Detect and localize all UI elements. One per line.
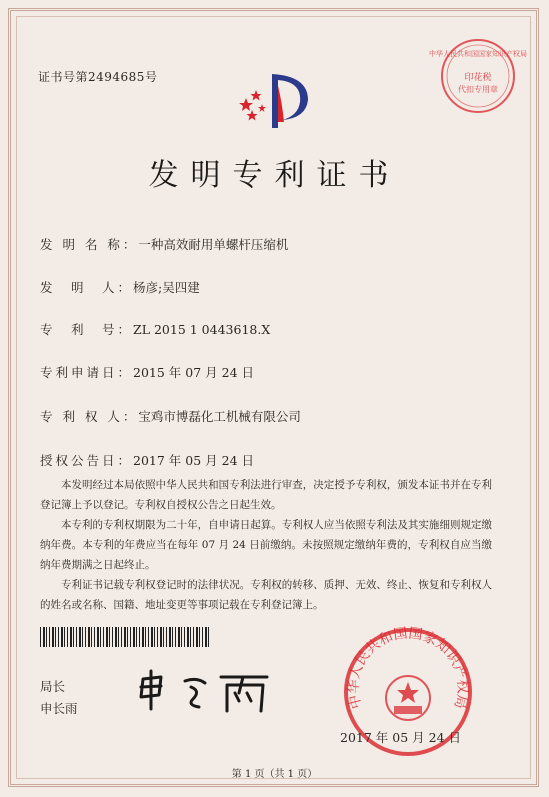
- field-patent-number: [40, 320, 270, 338]
- field-label: 专利申请日：: [40, 365, 134, 380]
- tax-stamp-icon: [429, 36, 527, 116]
- field-grant-date: [40, 451, 254, 469]
- director-title: 局长: [40, 679, 66, 694]
- page-number: 第 1 页（共 1 页）: [231, 769, 318, 780]
- director-name: 申长雨: [40, 701, 78, 716]
- page-title: 发明专利证书: [148, 158, 401, 193]
- field-label: 授权公告日：: [40, 453, 134, 468]
- field-invention-name: [40, 235, 288, 253]
- certificate-number: 证书号第2494685号: [38, 70, 158, 84]
- field-inventor: [40, 278, 200, 296]
- patent-office-logo-icon: [232, 66, 322, 136]
- body-paragraph: 本发明经过本局依照中华人民共和国专利法进行审查，决定授予专利权，颁发本证书并在专利登记簿上予以登记。专利权自授权公告之日起生效。: [40, 479, 492, 511]
- body-paragraph: 专利证书记载专利权登记时的法律状况。专利权的转移、质押、无效、终止、恢复和专利权人的姓名或名称、国籍、地址变更等事项记载在专利登记簿上。: [40, 579, 492, 611]
- field-value: ZL 2015 1 0443618.X: [133, 322, 271, 337]
- field-value: 杨彦;吴四建: [133, 280, 200, 295]
- director-signature-icon: [135, 665, 285, 715]
- field-label: 发 明 人：: [40, 280, 134, 295]
- stamp-small-line3: 代扣专用章: [458, 85, 498, 94]
- field-value: 2017 年 05 月 24 日: [133, 453, 255, 468]
- field-value: 一种高效耐用单螺杆压缩机: [138, 237, 289, 252]
- field-label: 专 利 权 人：: [40, 409, 139, 424]
- field-patentee: [40, 407, 301, 425]
- body-paragraph: 本专利的专利权期限为二十年，自申请日起算。专利权人应当依照专利法及其实施细则规定缴纳年费。本专利的年费应当在每年 07 月 24 日前缴纳。未按照规定缴纳年费的，专利权自应当缴纳年费期满之日起终止。: [40, 519, 492, 571]
- field-value: 2015 年 07 月 24 日: [133, 365, 255, 380]
- stamp-tax: [429, 36, 527, 120]
- certificate-body: [40, 475, 492, 615]
- seal-arc-text: 中华人民共和国国家知识产权局: [345, 625, 471, 711]
- barcode: [40, 627, 210, 647]
- stamp-small-line1: 中华人民共和国国家知识产权局: [429, 50, 527, 58]
- seal-date: 2017 年 05 月 24 日: [340, 730, 461, 745]
- field-label: 发 明 名 称：: [40, 237, 139, 252]
- field-label: 专 利 号：: [40, 322, 134, 337]
- stamp-small-line2: 印花税: [464, 73, 492, 83]
- field-application-date: [40, 363, 254, 381]
- field-value: 宝鸡市博磊化工机械有限公司: [138, 409, 301, 424]
